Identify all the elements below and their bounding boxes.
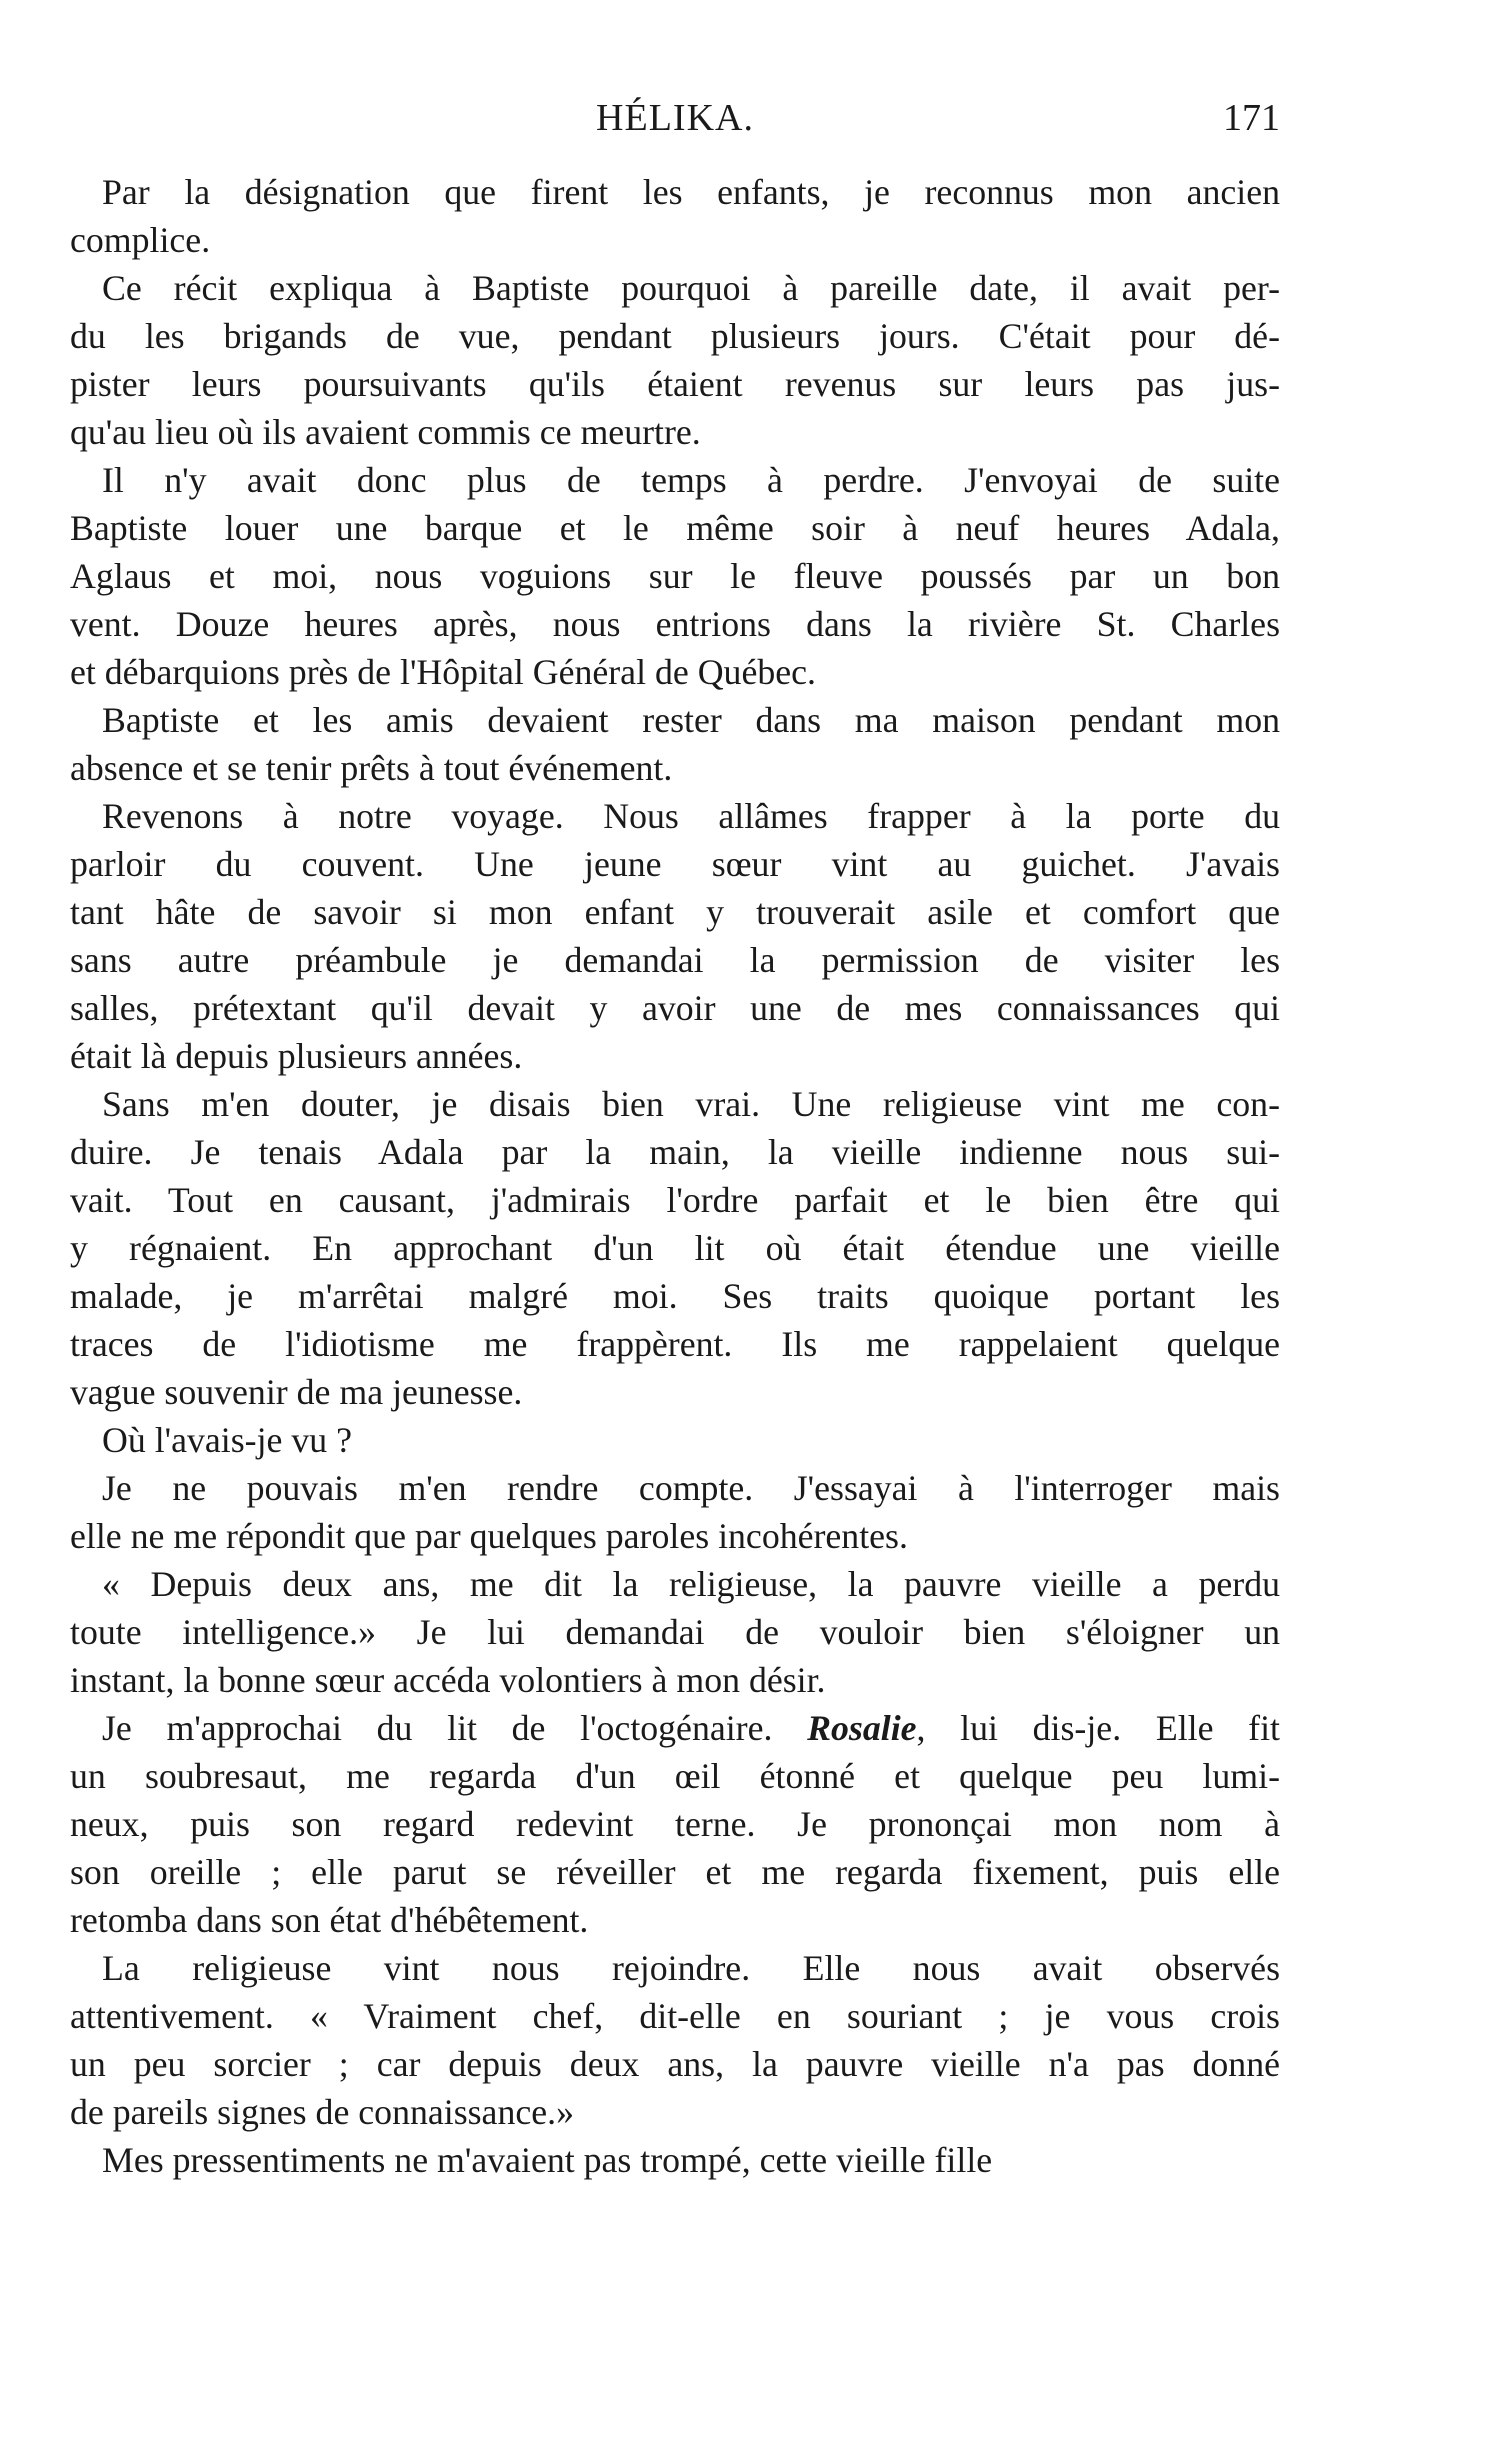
paragraph bbox=[70, 1704, 1280, 1944]
paragraph bbox=[70, 1944, 1280, 2136]
text-line: et débarquions près de l'Hôpital Général de Québec. bbox=[70, 652, 816, 692]
paragraph bbox=[70, 456, 1280, 696]
text-line: Où l'avais-je vu ? bbox=[102, 1420, 352, 1460]
text-line: Sans m'en douter, je disais bien vrai. Une religieuse vint me con- bbox=[102, 1084, 1280, 1124]
text-line: absence et se tenir prêts à tout événement. bbox=[70, 748, 673, 788]
text-line: Baptiste et les amis devaient rester dans ma maison pendant mon bbox=[102, 700, 1280, 740]
text-line: complice. bbox=[70, 220, 211, 260]
text-line: Je m'approchai du lit de l'octogénaire. Rosalie, lui dis-je. Elle fit bbox=[102, 1708, 1280, 1748]
running-head bbox=[70, 96, 1280, 156]
body-text bbox=[70, 168, 1280, 2184]
text-line: tant hâte de savoir si mon enfant y trouverait asile et comfort que bbox=[70, 892, 1280, 932]
text-line: traces de l'idiotisme me frappèrent. Ils me rappelaient quelque bbox=[70, 1324, 1280, 1364]
text-line: duire. Je tenais Adala par la main, la vieille indienne nous sui- bbox=[70, 1132, 1280, 1172]
text-line: sans autre préambule je demandai la permission de visiter les bbox=[70, 940, 1280, 980]
text-line: Par la désignation que firent les enfants, je reconnus mon ancien bbox=[102, 172, 1280, 212]
text-line: Baptiste louer une barque et le même soir à neuf heures Adala, bbox=[70, 508, 1280, 548]
text-line: elle ne me répondit que par quelques paroles incohérentes. bbox=[70, 1516, 908, 1556]
text-line: attentivement. « Vraiment chef, dit-elle en souriant ; je vous crois bbox=[70, 1996, 1280, 2036]
text-line: malade, je m'arrêtai malgré moi. Ses traits quoique portant les bbox=[70, 1276, 1280, 1316]
text-line: toute intelligence.» Je lui demandai de vouloir bien s'éloigner un bbox=[70, 1612, 1280, 1652]
text-line: Aglaus et moi, nous voguions sur le fleuve poussés par un bon bbox=[70, 556, 1280, 596]
text-line: Revenons à notre voyage. Nous allâmes frapper à la porte du bbox=[102, 796, 1280, 836]
text-line: un peu sorcier ; car depuis deux ans, la pauvre vieille n'a pas donné bbox=[70, 2044, 1280, 2084]
text-line: Ce récit expliqua à Baptiste pourquoi à pareille date, il avait per- bbox=[102, 268, 1280, 308]
paragraph bbox=[70, 1416, 1280, 1464]
text-line: un soubresaut, me regarda d'un œil étonné et quelque peu lumi- bbox=[70, 1756, 1280, 1796]
text-line: neux, puis son regard redevint terne. Je prononçai mon nom à bbox=[70, 1804, 1280, 1844]
text-line: Il n'y avait donc plus de temps à perdre. J'envoyai de suite bbox=[102, 460, 1280, 500]
text-line: « Depuis deux ans, me dit la religieuse, la pauvre vieille a perdu bbox=[102, 1564, 1280, 1604]
text-line: Mes pressentiments ne m'avaient pas trompé, cette vieille fille bbox=[102, 2140, 993, 2180]
text-line: parloir du couvent. Une jeune sœur vint au guichet. J'avais bbox=[70, 844, 1280, 884]
page-number: 171 bbox=[1223, 97, 1280, 139]
text-line: vait. Tout en causant, j'admirais l'ordre parfait et le bien être qui bbox=[70, 1180, 1280, 1220]
text-line: son oreille ; elle parut se réveiller et me regarda fixement, puis elle bbox=[70, 1852, 1280, 1892]
paragraph bbox=[70, 168, 1280, 264]
text-line: salles, prétextant qu'il devait y avoir une de mes connaissances qui bbox=[70, 988, 1280, 1028]
running-title: HÉLIKA. bbox=[596, 97, 754, 139]
paragraph bbox=[70, 1560, 1280, 1704]
text-line: vent. Douze heures après, nous entrions dans la rivière St. Charles bbox=[70, 604, 1280, 644]
paragraph bbox=[70, 2136, 1280, 2184]
text-line: du les brigands de vue, pendant plusieurs jours. C'était pour dé- bbox=[70, 316, 1280, 356]
text-line: qu'au lieu où ils avaient commis ce meurtre. bbox=[70, 412, 701, 452]
text-line: instant, la bonne sœur accéda volontiers à mon désir. bbox=[70, 1660, 826, 1700]
text-line: pister leurs poursuivants qu'ils étaient revenus sur leurs pas jus- bbox=[70, 364, 1280, 404]
text-line: y régnaient. En approchant d'un lit où était étendue une vieille bbox=[70, 1228, 1280, 1268]
text-line: retomba dans son état d'hébêtement. bbox=[70, 1900, 589, 1940]
paragraph bbox=[70, 264, 1280, 456]
italic-name: Rosalie bbox=[807, 1708, 917, 1748]
paragraph bbox=[70, 1464, 1280, 1560]
text-line: vague souvenir de ma jeunesse. bbox=[70, 1372, 523, 1412]
paragraph bbox=[70, 1080, 1280, 1416]
paragraph bbox=[70, 792, 1280, 1080]
text-line: de pareils signes de connaissance.» bbox=[70, 2092, 574, 2132]
text-line: Je ne pouvais m'en rendre compte. J'essayai à l'interroger mais bbox=[102, 1468, 1280, 1508]
text-line: était là depuis plusieurs années. bbox=[70, 1036, 523, 1076]
text-line: La religieuse vint nous rejoindre. Elle nous avait observés bbox=[102, 1948, 1280, 1988]
paragraph bbox=[70, 696, 1280, 792]
